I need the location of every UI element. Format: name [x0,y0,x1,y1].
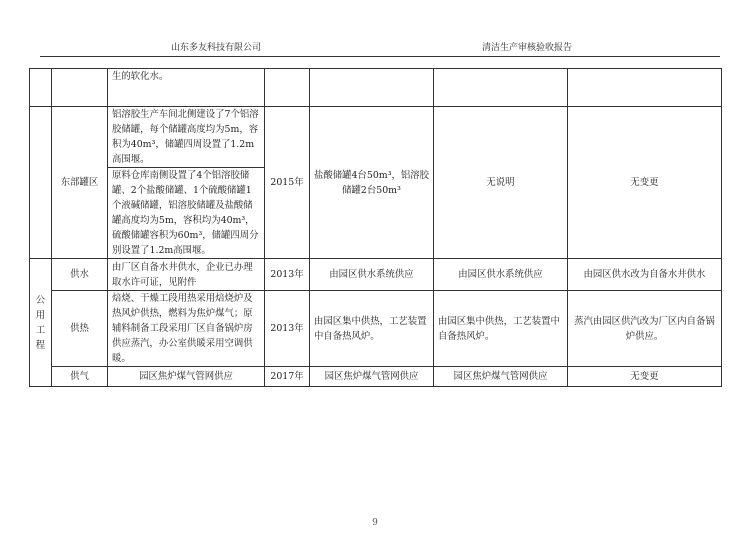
water-supply-desc: 由厂区自备水井供水，企业已办理取水许可证，见附件 [108,259,265,291]
gas-supply-acceptance: 园区焦炉煤气管网供应 [434,367,568,387]
name-cell-continued [52,69,108,107]
page-number: 9 [372,518,378,528]
table-row-gas [30,367,722,387]
table-row-continued [30,69,722,107]
gas-supply-year: 2017年 [265,367,310,387]
header-report-title: 清洁生产审核验收报告 [482,43,573,53]
gas-supply-name: 供气 [52,367,108,387]
east-tank-acceptance: 无说明 [434,107,568,259]
water-supply-change: 由园区供水改为自备水井供水 [568,259,722,291]
heat-supply-acceptance: 由园区集中供热，工艺装置中自备热风炉。 [434,291,568,367]
heat-supply-eia: 由园区集中供热，工艺装置中自备热风炉。 [310,291,434,367]
heat-supply-year: 2013年 [265,291,310,367]
heat-supply-name: 供热 [52,291,108,367]
east-tank-change: 无变更 [568,107,722,259]
gas-supply-desc: 园区焦炉煤气管网供应 [108,367,265,387]
eia-cell-continued [310,69,434,107]
heat-supply-change: 蒸汽由园区供汽改为厂区内自备锅炉供应。 [568,291,722,367]
table-row-water [30,259,722,291]
east-tank-eia: 盐酸储罐4台50m³，铝溶胶储罐2台50m³ [310,107,434,259]
heat-supply-desc: 焙烧、干燥工段用热采用焙烧炉及热风炉供热，燃料为焦炉煤气；原辅料制备工段采用厂区自备锅炉房供应蒸汽，办公室供暖采用空调供暖。 [108,291,265,367]
east-tank-area-name: 东部罐区 [52,107,108,259]
east-tank-desc-1: 铝溶胶生产车间北侧建设了7个铝溶胶储罐，每个储罐高度均为5m，容积为40m³，储罐四周设置了1.2m高围堰。 [108,107,265,168]
header-rule [40,56,720,57]
water-supply-acceptance: 由园区供水系统供应 [434,259,568,291]
page-header [40,40,720,54]
category-cell-top [30,69,52,107]
water-supply-year: 2013年 [265,259,310,291]
water-supply-name: 供水 [52,259,108,291]
category-cell-storage [30,107,52,259]
east-tank-year: 2015年 [265,107,310,259]
header-company: 山东多友科技有限公司 [171,43,262,53]
gas-supply-eia: 园区焦炉煤气管网供应 [310,367,434,387]
desc-cell-continued: 生的软化水。 [108,69,265,107]
water-supply-eia: 由园区供水系统供应 [310,259,434,291]
gas-supply-change: 无变更 [568,367,722,387]
year-cell-continued [265,69,310,107]
east-tank-desc-2: 原料仓库南侧设置了4个铝溶胶储罐、2个盐酸储罐、1个硫酸储罐1个液碱储罐，铝溶胶储罐及盐酸储罐高度均为5m，容积均为40m³，硫酸储罐容积为60m³，储罐四周分别设置了1.2m高围堰。 [108,168,265,259]
change-cell-continued [568,69,722,107]
table-row-east-tank-1 [30,107,722,168]
table-row-heat [30,291,722,367]
acceptance-cell-continued [434,69,568,107]
project-comparison-table [29,68,722,387]
public-works-category: 公用工程 [30,259,52,387]
